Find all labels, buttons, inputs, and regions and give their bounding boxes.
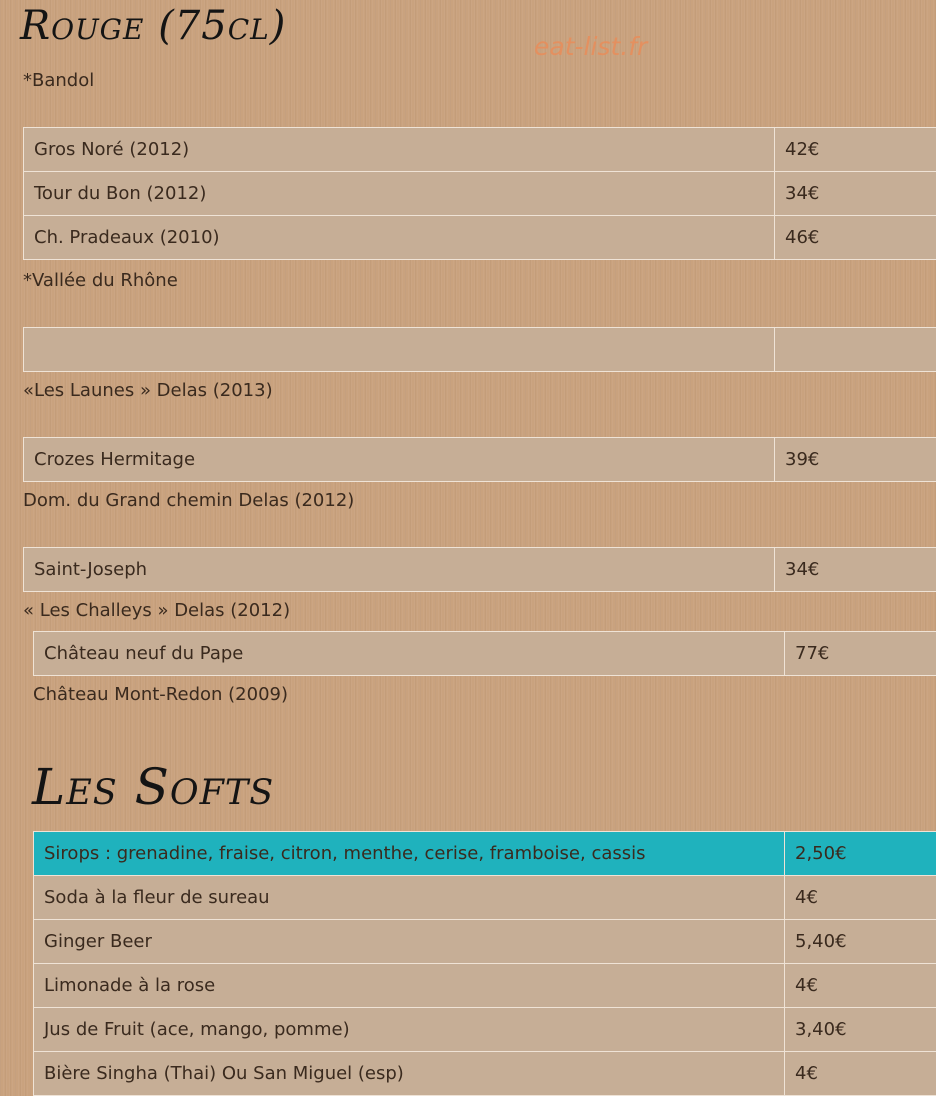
region-label-rhone: *Vallée du Rhône: [23, 270, 178, 292]
bandol-wine-table: [23, 127, 936, 260]
table-row: [34, 632, 936, 676]
region-label-bandol: *Bandol: [23, 70, 94, 92]
watermark: eat-list.fr: [534, 32, 647, 61]
wine-price: 77€: [785, 632, 936, 676]
drink-price: 3,40€: [785, 1008, 936, 1052]
wine-note-chateauneuf: Château Mont-Redon (2009): [33, 684, 288, 706]
drink-price: 5,40€: [785, 920, 936, 964]
wine-price: 34€: [775, 548, 936, 592]
table-row: [24, 216, 936, 260]
drink-price: 4€: [785, 1052, 936, 1096]
softs-table: [33, 831, 936, 1096]
chateauneuf-table: [33, 631, 936, 676]
wine-name: Tour du Bon (2012): [24, 172, 775, 216]
drink-price: 2,50€: [785, 832, 936, 876]
table-row: [34, 876, 936, 920]
wine-name: Saint-Joseph: [24, 548, 775, 592]
drink-price: 4€: [785, 876, 936, 920]
table-row: [24, 172, 936, 216]
drink-price: 4€: [785, 964, 936, 1008]
section-title-softs: Les Softs: [32, 756, 274, 818]
table-row: [24, 128, 936, 172]
wine-note-crozes: Dom. du Grand chemin Delas (2012): [23, 490, 354, 512]
wine-name: Château neuf du Pape: [34, 632, 785, 676]
wine-name: Crozes Hermitage: [24, 438, 775, 482]
table-row: [34, 1008, 936, 1052]
table-row: [24, 438, 936, 482]
wine-price: [775, 328, 936, 372]
wine-note-saint-joseph: « Les Challeys » Delas (2012): [23, 600, 290, 622]
drink-name: Limonade à la rose: [34, 964, 785, 1008]
wine-name: Gros Noré (2012): [24, 128, 775, 172]
wine-name: Ch. Pradeaux (2010): [24, 216, 775, 260]
wine-name: [24, 328, 775, 372]
table-row-highlighted: [34, 832, 936, 876]
rhone-empty-table: [23, 327, 936, 372]
table-row: [34, 920, 936, 964]
drink-name: Sirops : grenadine, fraise, citron, menthe, cerise, framboise, cassis: [34, 832, 785, 876]
wine-price: 39€: [775, 438, 936, 482]
table-row: [34, 964, 936, 1008]
drink-name: Bière Singha (Thai) Ou San Miguel (esp): [34, 1052, 785, 1096]
table-row: [24, 548, 936, 592]
wine-price: 34€: [775, 172, 936, 216]
wine-note-launes: «Les Launes » Delas (2013): [23, 380, 273, 402]
drink-name: Jus de Fruit (ace, mango, pomme): [34, 1008, 785, 1052]
drink-name: Soda à la fleur de sureau: [34, 876, 785, 920]
wine-price: 46€: [775, 216, 936, 260]
saint-joseph-table: [23, 547, 936, 592]
drink-name: Ginger Beer: [34, 920, 785, 964]
wine-price: 42€: [775, 128, 936, 172]
table-row: [34, 1052, 936, 1096]
crozes-table: [23, 437, 936, 482]
table-row: [24, 328, 936, 372]
section-title-rouge: Rouge (75cl): [20, 2, 286, 50]
